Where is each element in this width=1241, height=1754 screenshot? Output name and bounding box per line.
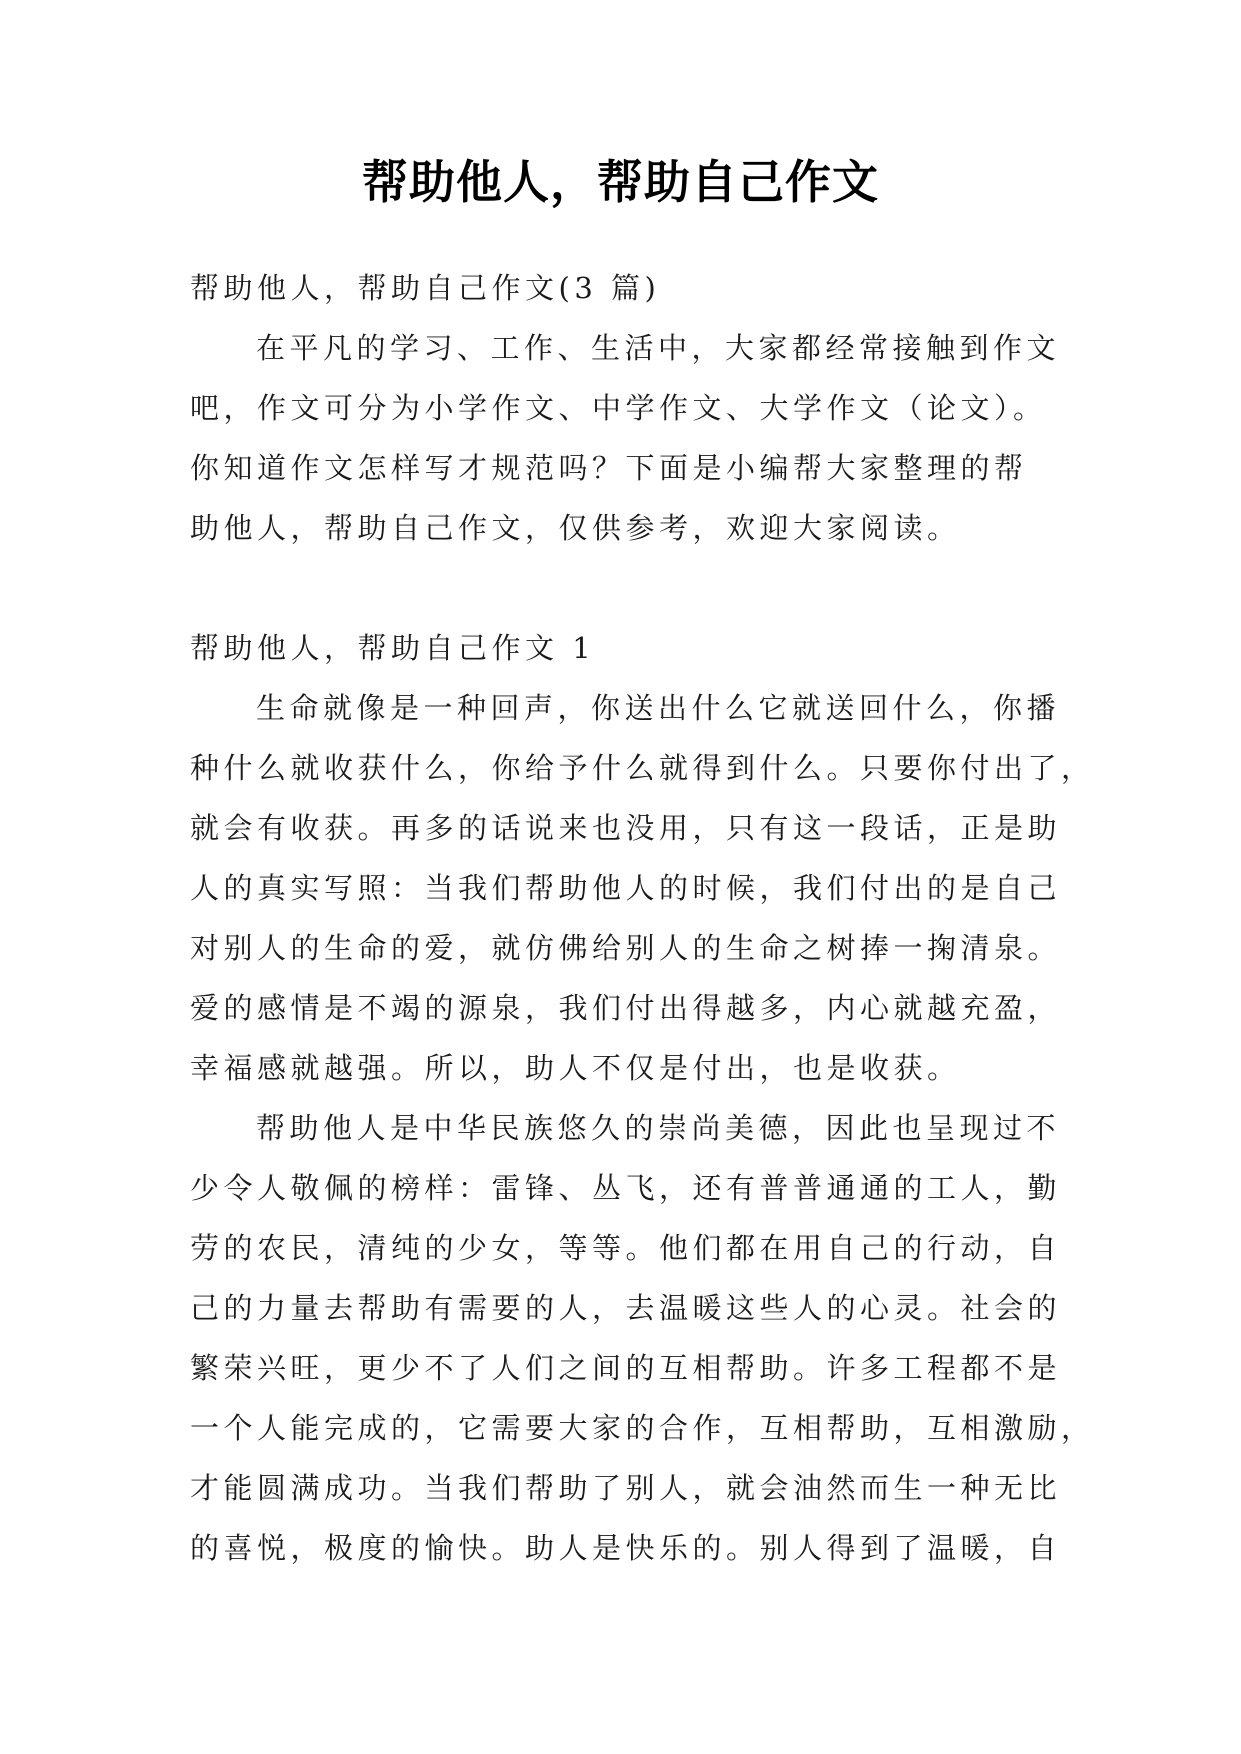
text-line: 人的真实写照：当我们帮助他人的时候，我们付出的是自己 [190,871,1062,905]
text-line: 劳的农民，清纯的少女，等等。他们都在用自己的行动，自 [190,1231,1062,1265]
text-line: 一个人能完成的，它需要大家的合作，互相帮助，互相激励， [190,1411,1095,1445]
text-line: 己的力量去帮助有需要的人，去温暖这些人的心灵。社会的 [190,1291,1062,1325]
text-line: 你知道作文怎样写才规范吗？下面是小编帮大家整理的帮 [190,451,1028,485]
text-line: 吧，作文可分为小学作文、中学作文、大学作文（论文）。 [190,391,1047,425]
document-body [190,258,1095,1578]
section1-paragraph-1 [190,678,1095,1098]
intro-paragraph [190,318,1061,558]
text-line: 帮助他人是中华民族悠久的崇尚美德，因此也呈现过不 [256,1111,1061,1145]
text-line: 幸福感就越强。所以，助人不仅是付出，也是收获。 [190,1051,961,1085]
text-line: 爱的感情是不竭的源泉，我们付出得越多，内心就越充盈， [190,991,1062,1025]
text-line: 少令人敬佩的榜样：雷锋、丛飞，还有普普通通的工人，勤 [190,1171,1062,1205]
document-subtitle: 帮助他人，帮助自己作文(3 篇) [190,271,661,305]
text-line: 的喜悦，极度的愉快。助人是快乐的。别人得到了温暖，自 [190,1531,1062,1565]
text-line: 种什么就收获什么，你给予什么就得到什么。只要你付出了， [190,751,1095,785]
text-line: 繁荣兴旺，更少不了人们之间的互相帮助。许多工程都不是 [190,1351,1062,1385]
section-heading: 帮助他人，帮助自己作文 1 [190,631,596,665]
text-line: 对别人的生命的爱，就仿佛给别人的生命之树捧一掬清泉。 [190,931,1062,965]
text-line: 助他人，帮助自己作文，仅供参考，欢迎大家阅读。 [190,511,961,545]
text-line: 就会有收获。再多的话说来也没用，只有这一段话，正是助 [190,811,1062,845]
text-line: 生命就像是一种回声，你送出什么它就送回什么，你播 [256,691,1061,725]
text-line: 才能圆满成功。当我们帮助了别人，就会油然而生一种无比 [190,1471,1062,1505]
page-title: 帮助他人，帮助自己作文 [362,155,879,209]
paragraph-gap [190,558,1056,618]
section1-paragraph-2 [190,1098,1095,1578]
text-line: 在平凡的学习、工作、生活中，大家都经常接触到作文 [256,331,1061,365]
